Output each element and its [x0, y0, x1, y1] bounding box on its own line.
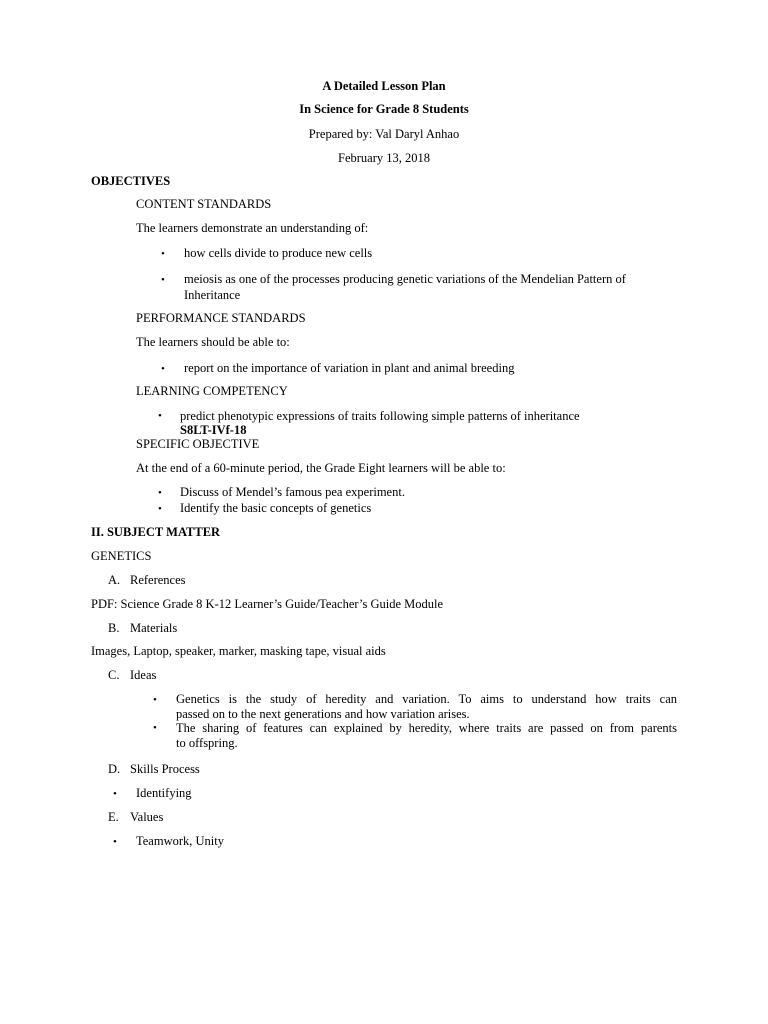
idea-line: to offspring. [176, 736, 238, 750]
section-letter: B. [108, 621, 120, 635]
bullet-icon: • [158, 487, 162, 499]
objectives-heading: OBJECTIVES [91, 174, 171, 188]
document-title: A Detailed Lesson Plan [322, 79, 446, 93]
idea-paragraph [176, 721, 677, 751]
bullet-icon: • [158, 410, 162, 422]
bullet-icon: • [153, 694, 157, 706]
idea-line: passed on to the next generations and how variation arises. [176, 707, 470, 721]
ideas-label: Ideas [130, 668, 157, 682]
skills-label: Skills Process [130, 762, 200, 776]
materials-text: Images, Laptop, speaker, marker, masking tape, visual aids [91, 644, 386, 658]
performance-standards-intro: The learners should be able to: [136, 335, 290, 349]
subject-matter-heading: II. SUBJECT MATTER [91, 525, 221, 539]
bullet-icon: • [161, 274, 165, 286]
bullet-icon: • [113, 836, 117, 848]
content-standards-intro: The learners demonstrate an understanding of: [136, 221, 369, 235]
bullet-icon: • [158, 503, 162, 515]
document-date: February 13, 2018 [338, 151, 430, 165]
skills-item: Identifying [136, 786, 192, 800]
values-label: Values [130, 810, 164, 824]
section-letter: E. [108, 810, 119, 824]
list-item: meiosis as one of the processes producing genetic variations of the Mendelian Pattern of [184, 272, 626, 286]
references-text: PDF: Science Grade 8 K-12 Learner’s Guide/Teacher’s Guide Module [91, 597, 444, 611]
idea-line: Genetics is the study of heredity and variation. To aims to understand how traits can [176, 692, 677, 706]
list-item: Identify the basic concepts of genetics [180, 501, 372, 515]
specific-objective-heading: SPECIFIC OBJECTIVE [136, 437, 260, 451]
list-item: Discuss of Mendel’s famous pea experiment. [180, 485, 405, 499]
competency-code: S8LT-IVf-18 [180, 423, 247, 437]
list-item: how cells divide to produce new cells [184, 246, 373, 260]
materials-label: Materials [130, 621, 178, 635]
bullet-icon: • [161, 248, 165, 260]
list-item: predict phenotypic expressions of traits following simple patterns of inheritance [180, 409, 580, 423]
idea-line: The sharing of features can explained by heredity, where traits are passed on from parents [176, 721, 677, 735]
idea-paragraph [176, 692, 677, 722]
list-item: report on the importance of variation in plant and animal breeding [184, 361, 515, 375]
bullet-icon: • [113, 788, 117, 800]
list-item-continuation: Inheritance [184, 288, 241, 302]
prepared-by: Prepared by: Val Daryl Anhao [308, 127, 460, 141]
bullet-icon: • [153, 722, 157, 734]
values-item: Teamwork, Unity [136, 834, 224, 848]
specific-objective-intro: At the end of a 60-minute period, the Grade Eight learners will be able to: [136, 461, 506, 475]
topic-label: GENETICS [91, 549, 152, 563]
section-letter: C. [108, 668, 120, 682]
bullet-icon: • [161, 363, 165, 375]
performance-standards-heading: PERFORMANCE STANDARDS [136, 311, 306, 325]
section-letter: D. [108, 762, 121, 776]
document-subtitle: In Science for Grade 8 Students [299, 102, 469, 116]
learning-competency-heading: LEARNING COMPETENCY [136, 384, 288, 398]
references-label: References [130, 573, 186, 587]
content-standards-heading: CONTENT STANDARDS [136, 197, 272, 211]
section-letter: A. [108, 573, 121, 587]
